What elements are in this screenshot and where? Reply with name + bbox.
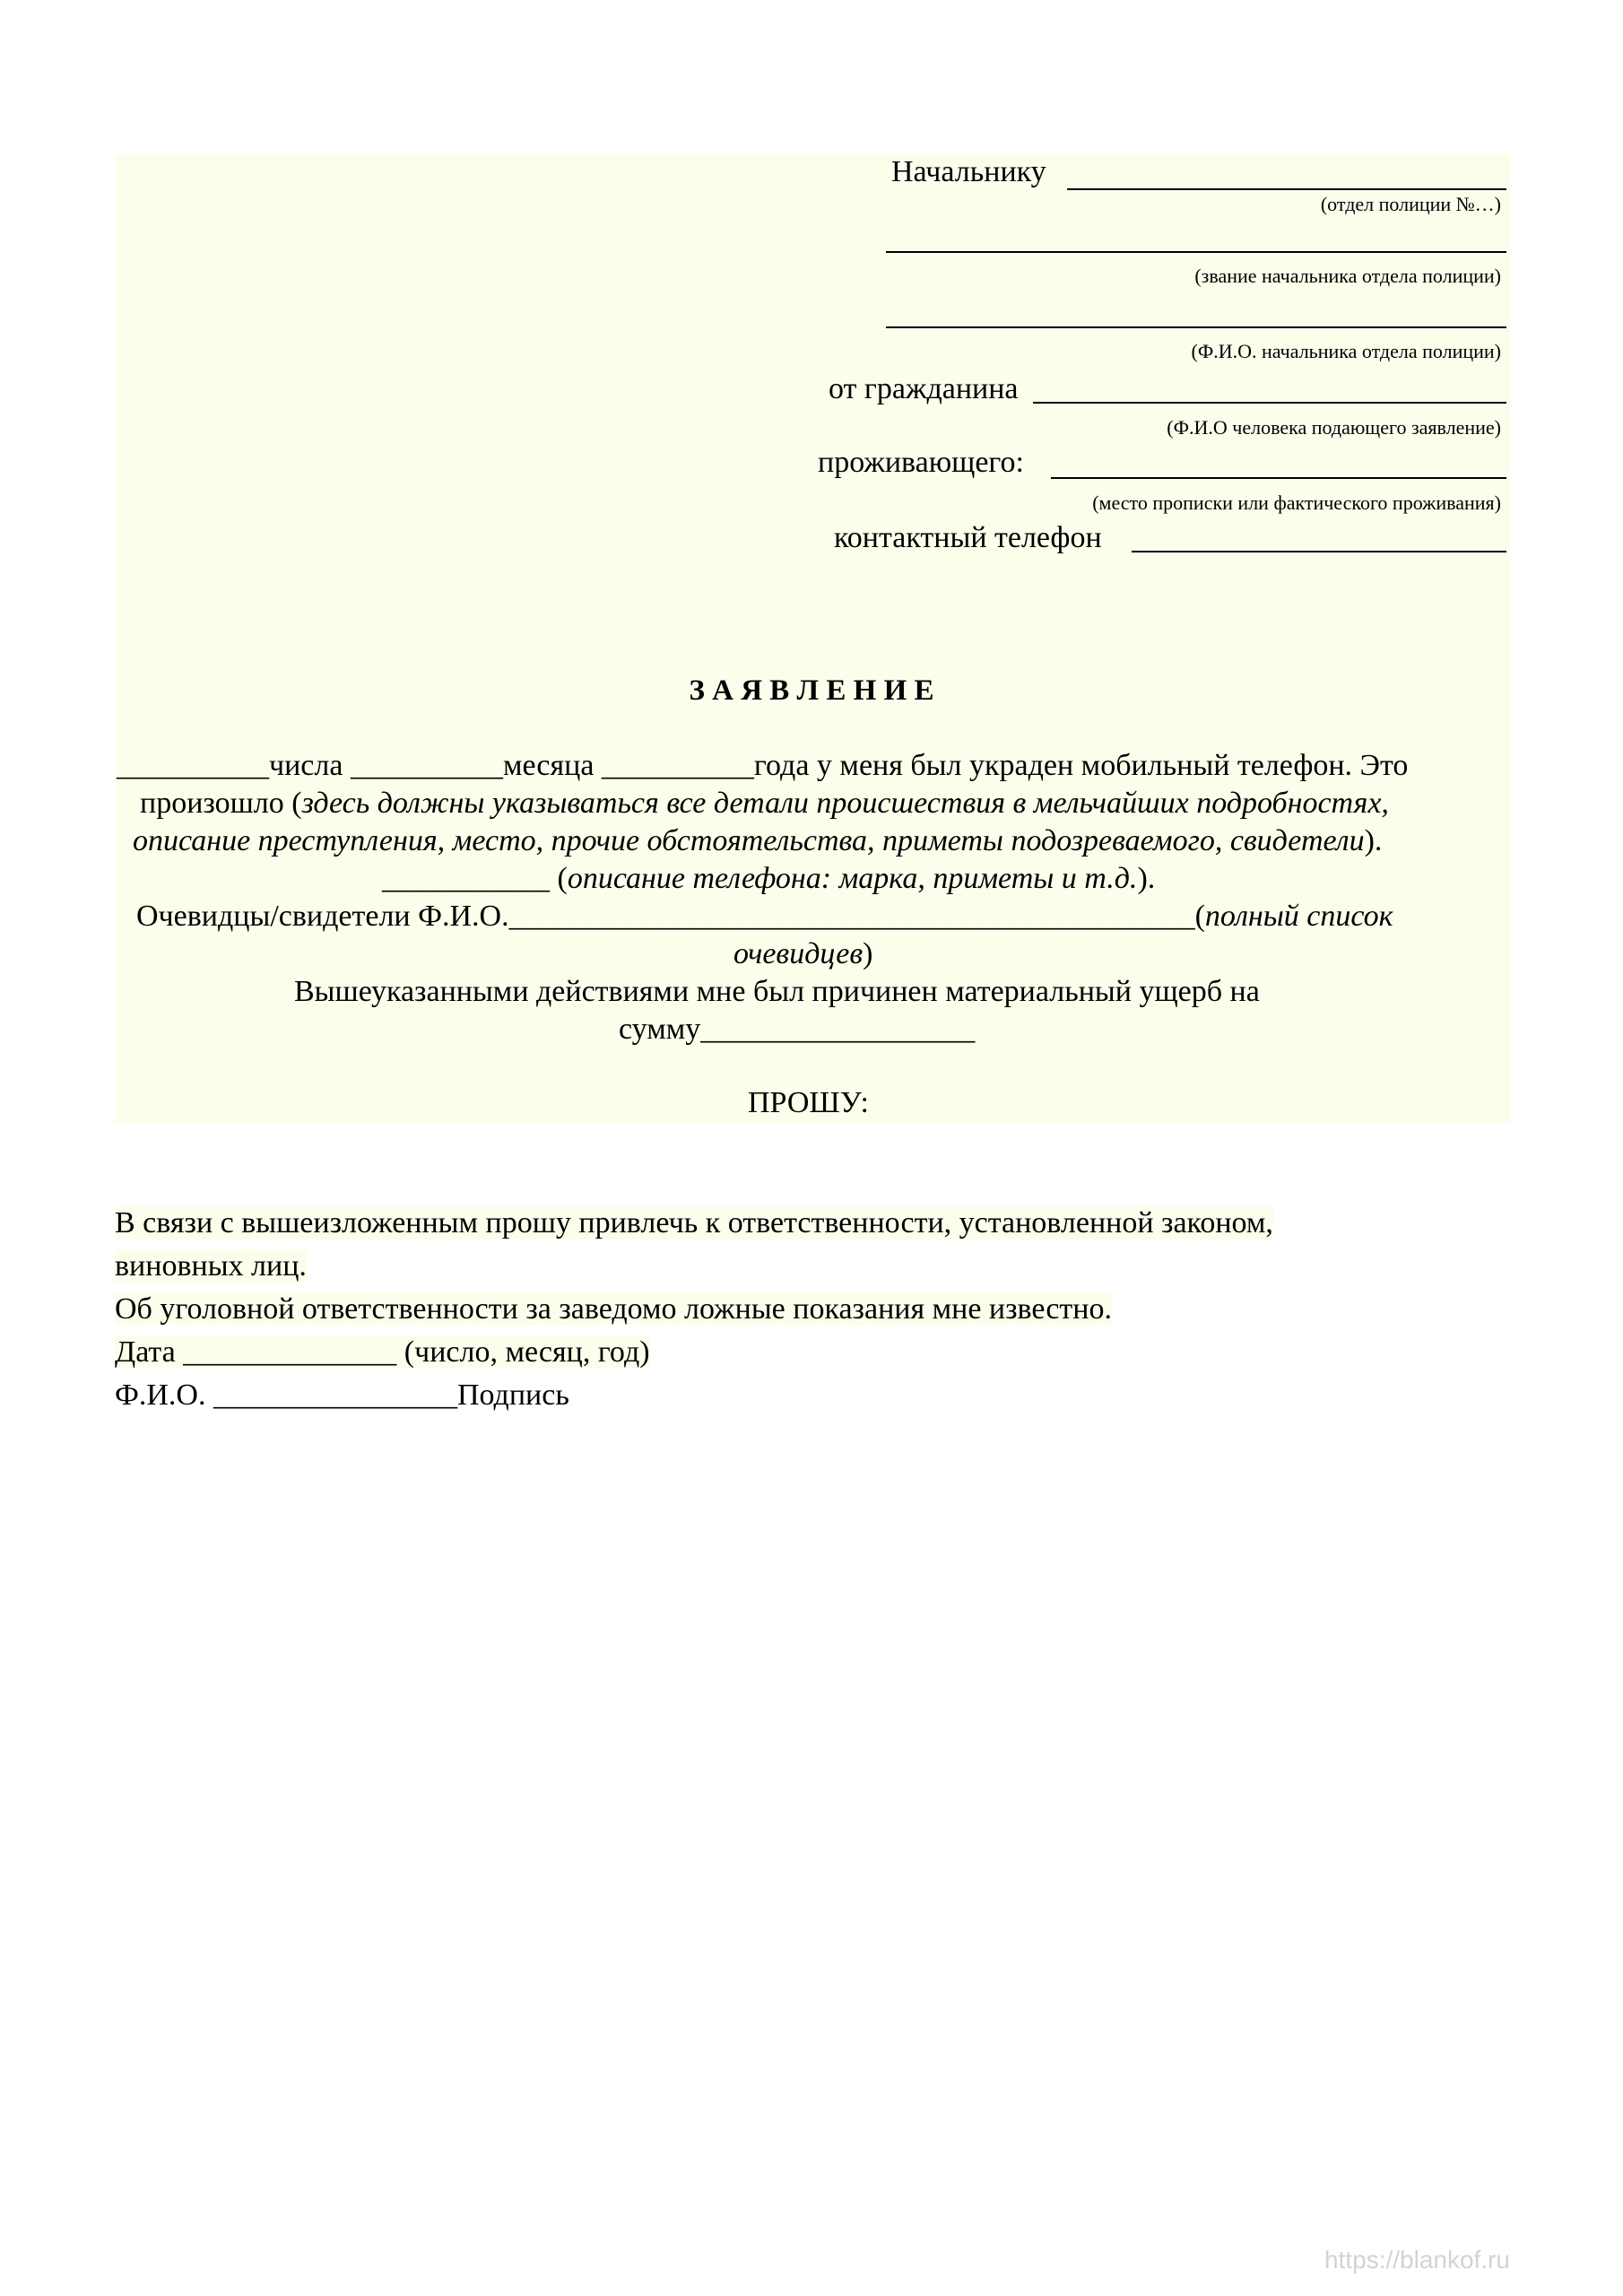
witnesses-italic-2: очевидцев — [733, 937, 864, 970]
request-line-2 — [115, 1248, 307, 1284]
request-line-1 — [115, 1205, 1273, 1241]
to-chief-label: Начальнику — [891, 155, 1046, 188]
liability-line — [115, 1292, 1112, 1327]
chief-rank-blank — [886, 251, 1506, 253]
request-text-2: виновных лиц. — [115, 1249, 307, 1283]
watermark-link[interactable]: https://blankof.ru — [1324, 2246, 1510, 2274]
damage-line-2: сумму__________________ — [619, 1013, 976, 1046]
details-italic-1: здесь должны указываться все детали происшествия в мельчайших подробностях, — [301, 787, 1389, 820]
date-line — [115, 1335, 650, 1370]
contact-phone-label: контактный телефон — [834, 521, 1102, 554]
signature-line: Ф.И.О. ________________Подпись — [115, 1378, 569, 1412]
police-dept-caption: (отдел полиции №…) — [1320, 193, 1501, 215]
witnesses-open: ( — [1194, 900, 1205, 933]
applicant-name-caption: (Ф.И.О человека подающего заявление) — [1167, 416, 1501, 439]
details-italic-2: описание преступления, место, прочие обстоятельства, приметы подозреваемого, свидетели — [133, 824, 1365, 857]
month-word: месяца — [502, 749, 595, 782]
year-text: года у меня был украден мобильный телефон. Это — [753, 749, 1409, 782]
applicant-name-blank — [1033, 402, 1506, 404]
liability-text: Об уголовной ответственности за заведомо ложные показания мне известно. — [115, 1292, 1112, 1326]
happened-prefix: произошло ( — [140, 787, 302, 820]
witnesses-line-2 — [733, 936, 872, 972]
witnesses-close: ) — [863, 937, 873, 970]
request-text-1: В связи с вышеизложенным прошу привлечь к ответственности, установленной законом, — [115, 1206, 1273, 1239]
document-title: З А Я В Л Е Н И Е — [689, 674, 934, 707]
residence-caption: (место прописки или фактического проживания) — [1092, 491, 1501, 514]
phone-description-open: ( — [557, 862, 568, 895]
damage-line-1: Вышеуказанными действиями мне был причинен материальный ущерб на — [294, 975, 1260, 1008]
date-text: Дата ______________ (число, месяц, год) — [115, 1335, 650, 1369]
chief-name-blank — [886, 326, 1506, 328]
chief-name-caption: (Ф.И.О. начальника отдела полиции) — [1191, 340, 1501, 362]
chief-rank-caption: (звание начальника отдела полиции) — [1194, 265, 1501, 287]
witnesses-blank: _____________________________________________ — [508, 900, 1195, 933]
phone-description-blank: ___________ — [382, 862, 550, 895]
month-blank: __________ — [350, 749, 503, 782]
witnesses-italic-1: полный список — [1204, 900, 1393, 933]
witnesses-line — [136, 899, 1393, 935]
phone-description-line — [382, 861, 1155, 897]
residence-blank — [1051, 477, 1506, 479]
incident-date-line — [117, 748, 1408, 784]
from-citizen-label: от гражданина — [829, 372, 1019, 405]
details-close: ). — [1364, 824, 1383, 857]
phone-description-italic: описание телефона: марка, приметы и т.д. — [567, 862, 1138, 895]
year-blank: __________ — [601, 749, 754, 782]
witnesses-label: Очевидцы/свидетели Ф.И.О. — [136, 900, 509, 933]
incident-details-line-1 — [140, 786, 1389, 822]
day-word: числа — [269, 749, 343, 782]
incident-details-line-2 — [133, 823, 1382, 859]
police-dept-blank — [1067, 188, 1506, 190]
residing-label: проживающего: — [818, 446, 1024, 479]
request-title: ПРОШУ: — [748, 1086, 869, 1119]
contact-phone-blank — [1132, 551, 1506, 552]
day-blank: __________ — [117, 749, 269, 782]
phone-description-close: ). — [1137, 862, 1156, 895]
